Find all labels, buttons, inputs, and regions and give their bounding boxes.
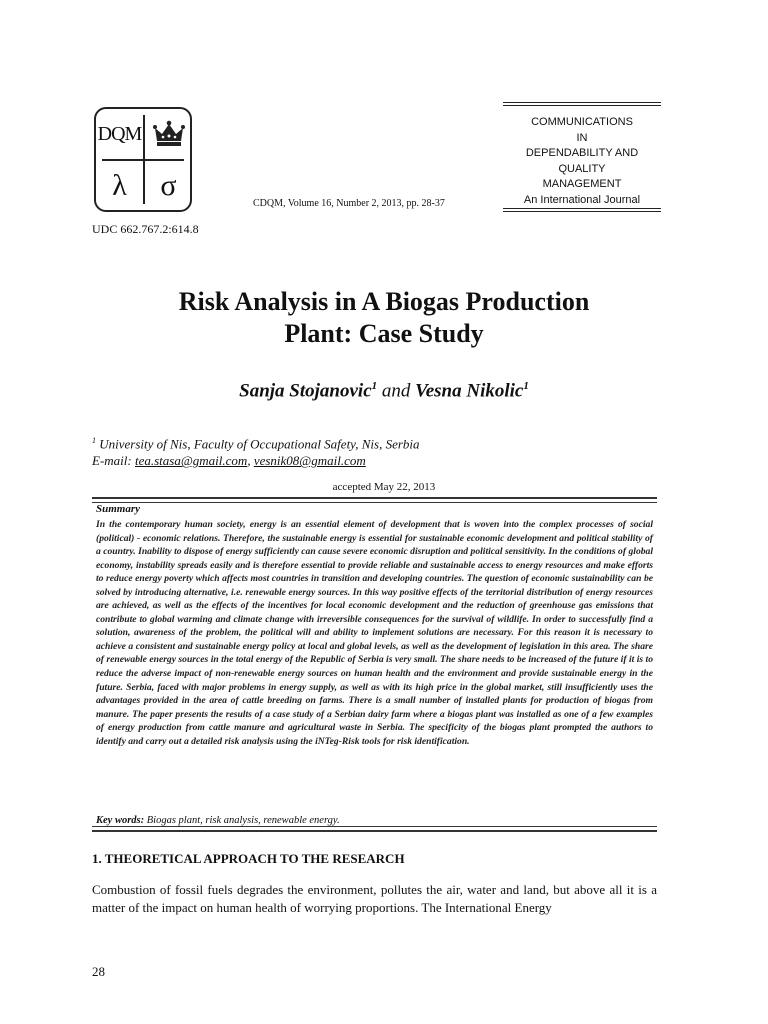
title-line-1: Risk Analysis in A Biogas Production xyxy=(178,287,590,316)
journal-line: COMMUNICATIONS xyxy=(531,116,633,128)
authors-and: and xyxy=(381,380,411,402)
affiliation-sup: 1 xyxy=(92,436,96,445)
summary-heading: Summary xyxy=(96,503,141,515)
author-2-sup: 1 xyxy=(523,380,529,392)
journal-logo xyxy=(94,107,192,212)
email-link-2[interactable]: vesnik08@gmail.com xyxy=(253,453,366,469)
affiliation xyxy=(92,432,420,469)
email-separator: , xyxy=(247,453,251,469)
summary-text: In the contemporary human society, energy is an essential element of development that is woven into the complex processes of social (political) - economic relations. Therefore, the sustainable energy is essential for sustainable economic development and political stability of a country. Inability to dispose of energy sufficiently can cause severe economic disruption and political sensitivity. In the conditions of global economy, instability spreads easily and is therefore essential to provide reliable and sustainable access to energy resources and make efforts to reduce energy poverty which affects most countries in transition and developing countries. The question of economic sustainability can be solved by introducing alternative, i.e. renewable energy sources. In this way positive effects of the territorial distribution of energy resources are achieved, as well as the effects of the incentives for local economic development and the reduction of greenhouse gas emissions that contribute to global warming and climate change with irreversible consequences for the survival of wildlife. In order to successfully find a solution, awareness of the problem, the political will and ability to implement solutions are necessary. For this reason it is necessary to achieve a consistent and sustainable energy policy at local and global levels, as well as the development of legislation in this area. The share of renewable energy sources in the total energy of the Republic of Serbia is very small. The share needs to be increased of the future if it is to reduce the adverse impact of non-renewable energy sources on human health and the environment and provide sustainable energy in the future. Serbia, faced with major problems in energy supply, as well as with its high price in the global market, still insufficiently uses the advantages provided in the area of cattle breeding on farms. There is a small number of installed plants for production of biogas from manure. The paper presents the results of a case study of a Serbian dairy farm where a biogas plant was installed as one of a few examples of energy production from cattle manure and agricultural waste in Serbia. The specificity of the biogas plant prompted the authors to identify and carry out a detailed risk analysis using the iNTeg-Risk tools for risk identification. xyxy=(96,519,653,747)
journal-line: QUALITY xyxy=(558,162,606,175)
section-body-text: Combustion of fossil fuels degrades the environment, pollutes the air, water and land, but above all it is a matter of the impact on human health of worrying proportions. The International Energy xyxy=(92,882,657,915)
keywords xyxy=(96,815,340,826)
summary-box xyxy=(92,497,657,832)
logo-sigma: σ xyxy=(160,169,177,202)
logo-letters: DQM xyxy=(97,122,142,145)
author-1-sup: 1 xyxy=(371,380,378,392)
journal-name-box xyxy=(503,102,661,212)
section-heading: 1. THEORETICAL APPROACH TO THE RESEARCH xyxy=(92,851,405,866)
accepted-date: accepted May 22, 2013 xyxy=(332,481,436,493)
summary-rule-bottom xyxy=(92,826,657,827)
email-link-1[interactable]: tea.stasa@gmail.com xyxy=(134,453,248,469)
authors xyxy=(60,380,708,402)
author-2: Vesna Nikolic xyxy=(415,380,524,402)
email-label: E-mail: xyxy=(92,453,132,469)
journal-line: An International Journal xyxy=(523,193,641,206)
udc-code: UDC 662.767.2:614.8 xyxy=(92,222,199,236)
author-1: Sanja Stojanovic xyxy=(239,380,372,402)
logo-lambda: λ xyxy=(112,169,127,202)
page-number: 28 xyxy=(92,964,105,979)
affiliation-text: University of Nis, Faculty of Occupational Safety, Nis, Serbia xyxy=(99,436,420,452)
journal-line: MANAGEMENT xyxy=(542,178,622,190)
keywords-values: Biogas plant, risk analysis, renewable energy. xyxy=(146,815,340,826)
title-line-2: Plant: Case Study xyxy=(284,319,484,348)
summary-rule-top xyxy=(92,502,657,503)
citation-line: CDQM, Volume 16, Number 2, 2013, pp. 28-37 xyxy=(253,198,445,209)
keywords-label: Key words: xyxy=(96,815,145,826)
crown-icon xyxy=(145,109,192,159)
journal-line: IN xyxy=(576,131,588,144)
journal-line: DEPENDABILITY AND xyxy=(525,147,639,159)
paper-title xyxy=(60,286,708,350)
